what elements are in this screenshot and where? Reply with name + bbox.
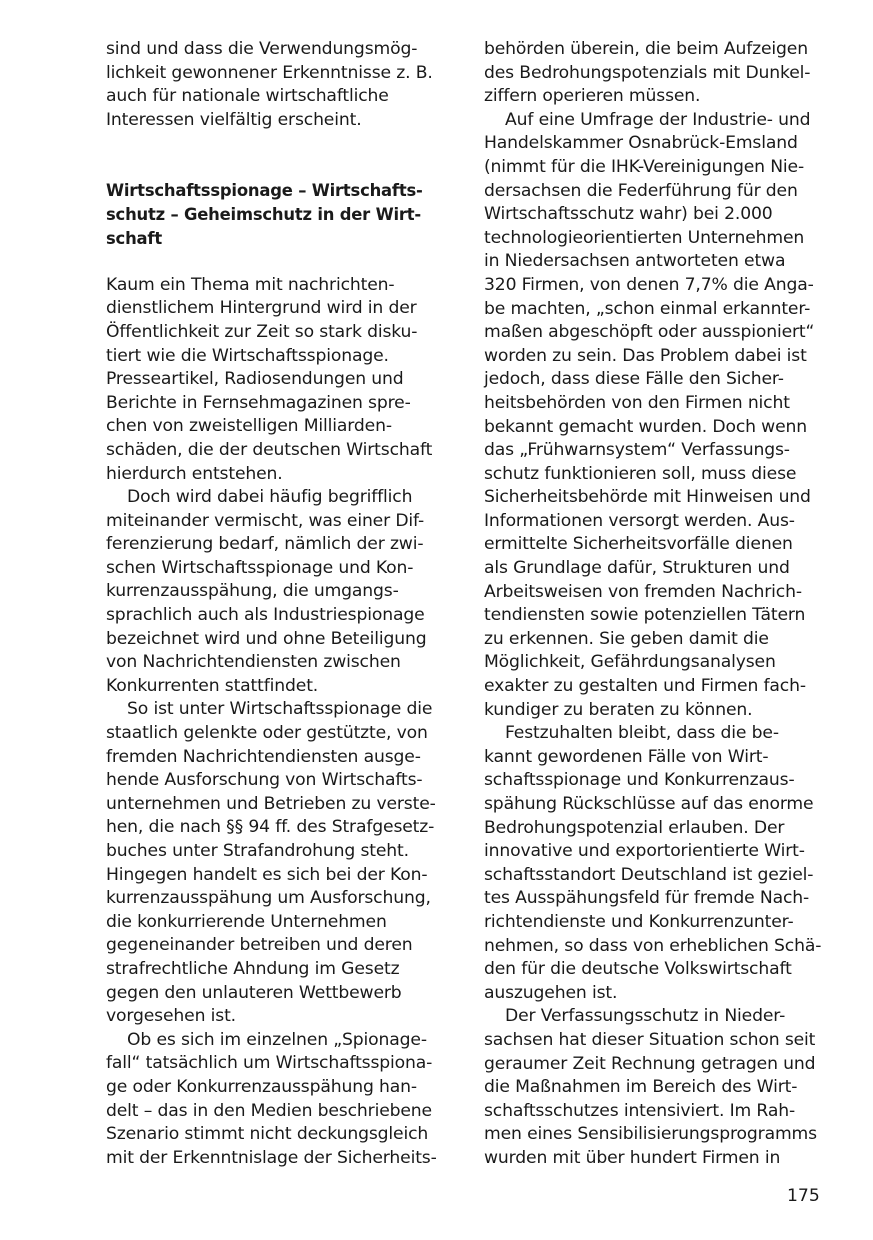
text-line: die konkurrierende Unternehmen: [106, 911, 387, 932]
text-line: fall“ tatsächlich um Wirtschaftsspiona-: [106, 1053, 433, 1074]
text-line: von Nachrichtendiensten zwischen: [106, 652, 401, 673]
paragraph: [484, 38, 827, 109]
text-line: Der Verfassungsschutz in Nieder-: [505, 1006, 786, 1027]
text-line: chen von zweistelligen Milliarden-: [106, 416, 392, 437]
text-line: tes Ausspähungsfeld für fremde Nach-: [484, 888, 810, 909]
text-line: Hingegen handelt es sich bei der Kon-: [106, 864, 428, 885]
text-line: Wirtschaftsschutz wahr) bei 2.000: [484, 204, 773, 225]
text-line: Presseartikel, Radiosendungen und: [106, 369, 404, 390]
text-line: den für die deutsche Volkswirtschaft: [484, 959, 792, 980]
text-line: Möglichkeit, Gefährdungsanalysen: [484, 652, 776, 673]
text-line: Interessen vielfältig erscheint.: [106, 109, 362, 130]
text-line: Szenario stimmt nicht deckungsgleich: [106, 1124, 429, 1145]
heading-line: schaft: [106, 228, 162, 248]
text-line: schaftsspionage und Konkurrenzaus-: [484, 770, 795, 791]
text-line: Doch wird dabei häufig begrifflich: [127, 487, 413, 508]
text-line: Ob es sich im einzelnen „Spionage-: [127, 1029, 427, 1050]
text-line: exakter zu gestalten und Firmen fach-: [484, 676, 806, 697]
text-line: schutz funktionieren soll, muss diese: [484, 463, 797, 484]
section-heading: [106, 179, 449, 250]
text-line: gegen den unlauteren Wettbewerb: [106, 982, 402, 1003]
text-line: zu erkennen. Sie geben damit die: [484, 628, 769, 649]
text-line: ziffern operieren müssen.: [484, 86, 701, 107]
text-line: sind und dass die Verwendungsmög-: [106, 39, 418, 59]
text-line: vorgesehen ist.: [106, 1006, 236, 1027]
heading-line: Wirtschaftsspionage – Wirtschafts-: [106, 181, 423, 201]
text-line: Kaum ein Thema mit nachrichten-: [106, 274, 395, 295]
text-line: gegeneinander betreiben und deren: [106, 935, 413, 956]
paragraph: [484, 722, 827, 1005]
text-line: worden zu sein. Das Problem dabei ist: [484, 345, 807, 366]
heading-line: schutz – Geheimschutz in der Wirt-: [106, 204, 421, 224]
text-line: delt – das in den Medien beschriebene: [106, 1100, 432, 1121]
text-line: So ist unter Wirtschaftsspionage die: [127, 699, 433, 720]
text-line: miteinander vermischt, was einer Dif-: [106, 510, 425, 531]
paragraph: [106, 274, 449, 486]
paragraph: [106, 698, 449, 1028]
text-line: ge oder Konkurrenzausspähung han-: [106, 1076, 417, 1097]
text-line: nehmen, so dass von erheblichen Schä-: [484, 935, 822, 956]
text-line: Sicherheitsbehörde mit Hinweisen und: [484, 487, 811, 508]
text-line: Festzuhalten bleibt, dass die be-: [505, 723, 779, 744]
text-line: innovative und exportorientierte Wirt-: [484, 841, 805, 862]
text-line: sprachlich auch als Industriespionage: [106, 605, 425, 626]
text-line: fremden Nachrichtendiensten ausge-: [106, 746, 421, 767]
text-line: die Maßnahmen im Bereich des Wirt-: [484, 1077, 798, 1098]
text-line: kundiger zu beraten zu können.: [484, 699, 753, 720]
text-line: maßen abgeschöpft oder ausspioniert“: [484, 322, 815, 343]
text-line: in Niedersachsen antworteten etwa: [484, 251, 786, 272]
text-line: das „Frühwarnsystem“ Verfassungs-: [484, 440, 790, 461]
text-line: dersachsen die Federführung für den: [484, 180, 798, 201]
text-line: Arbeitsweisen von fremden Nachrich-: [484, 581, 802, 602]
text-line: Auf eine Umfrage der Industrie- und: [505, 109, 811, 130]
text-line: (nimmt für die IHK-Vereinigungen Nie-: [484, 156, 805, 177]
text-line: auszugehen ist.: [484, 982, 618, 1003]
text-line: hierdurch entstehen.: [106, 463, 283, 484]
text-line: lichkeit gewonnener Erkenntnisse z. B.: [106, 62, 433, 83]
text-line: kurrenzausspähung um Ausforschung,: [106, 888, 431, 909]
text-line: mit der Erkenntnislage der Sicherheits-: [106, 1147, 437, 1168]
text-line: Berichte in Fernsehmagazinen spre-: [106, 392, 411, 413]
text-line: geraumer Zeit Rechnung getragen und: [484, 1053, 816, 1074]
text-line: richtendienste und Konkurrenzunter-: [484, 911, 794, 932]
text-line: ermittelte Sicherheitsvorfälle dienen: [484, 534, 793, 555]
text-line: Handelskammer Osnabrück-Emsland: [484, 133, 798, 154]
spacer: [106, 250, 449, 274]
spacer: [106, 132, 449, 179]
text-line: tendiensten sowie potenziellen Tätern: [484, 605, 806, 626]
paragraph: [106, 1029, 449, 1171]
text-line: tiert wie die Wirtschaftsspionage.: [106, 345, 389, 366]
text-line: buches unter Strafandrohung steht.: [106, 841, 409, 861]
text-line: heitsbehörden von den Firmen nicht: [484, 392, 790, 413]
text-line: men eines Sensibilisierungsprogramms: [484, 1124, 817, 1145]
intro-paragraph: [106, 38, 449, 132]
text-line: als Grundlage dafür, Strukturen und: [484, 558, 790, 579]
text-line: technologieorientierten Unternehmen: [484, 227, 805, 248]
text-line: 320 Firmen, von denen 7,7% die Anga-: [484, 274, 814, 295]
text-line: wurden mit über hundert Firmen in: [484, 1147, 781, 1168]
text-line: auch für nationale wirtschaftliche: [106, 86, 389, 107]
text-line: Konkurrenten stattfindet.: [106, 675, 319, 696]
text-line: Informationen versorgt werden. Aus-: [484, 510, 795, 531]
right-column: [484, 38, 827, 1171]
text-line: sachsen hat dieser Situation schon seit: [484, 1029, 816, 1050]
text-line: bekannt gemacht wurden. Doch wenn: [484, 416, 808, 437]
text-line: schäden, die der deutschen Wirtschaft: [106, 439, 433, 460]
text-line: Bedrohungspotenzial erlauben. Der: [484, 817, 785, 838]
text-line: hende Ausforschung von Wirtschafts-: [106, 770, 423, 791]
text-line: jedoch, dass diese Fälle den Sicher-: [484, 369, 784, 390]
paragraph: [484, 109, 827, 722]
text-line: des Bedrohungspotenzials mit Dunkel-: [484, 62, 811, 83]
paragraph: [106, 486, 449, 698]
text-line: kurrenzausspähung, die umgangs-: [106, 581, 399, 602]
text-line: be machten, „schon einmal erkannter-: [484, 298, 811, 319]
paragraph: [484, 1005, 827, 1170]
text-line: staatlich gelenkte oder gestützte, von: [106, 723, 428, 744]
text-line: spähung Rückschlüsse auf das enorme: [484, 794, 814, 814]
text-line: hen, die nach §§ 94 ff. des Strafgesetz-: [106, 817, 435, 838]
text-line: bezeichnet wird und ohne Beteiligung: [106, 628, 427, 649]
text-line: Öffentlichkeit zur Zeit so stark disku-: [106, 321, 418, 342]
text-line: unternehmen und Betrieben zu verste-: [106, 793, 436, 814]
text-line: ferenzierung bedarf, nämlich der zwi-: [106, 534, 424, 555]
text-line: schaftsstandort Deutschland ist geziel-: [484, 864, 814, 885]
text-line: behörden überein, die beim Aufzeigen: [484, 39, 808, 59]
page-number: 175: [787, 1186, 820, 1206]
text-line: schaftsschutzes intensiviert. Im Rah-: [484, 1100, 795, 1121]
text-line: dienstlichem Hintergrund wird in der: [106, 298, 417, 319]
text-line: kannt gewordenen Fälle von Wirt-: [484, 746, 769, 767]
text-line: schen Wirtschaftsspionage und Kon-: [106, 557, 414, 578]
left-column: [106, 38, 449, 1170]
text-line: strafrechtliche Ahndung im Gesetz: [106, 958, 400, 979]
